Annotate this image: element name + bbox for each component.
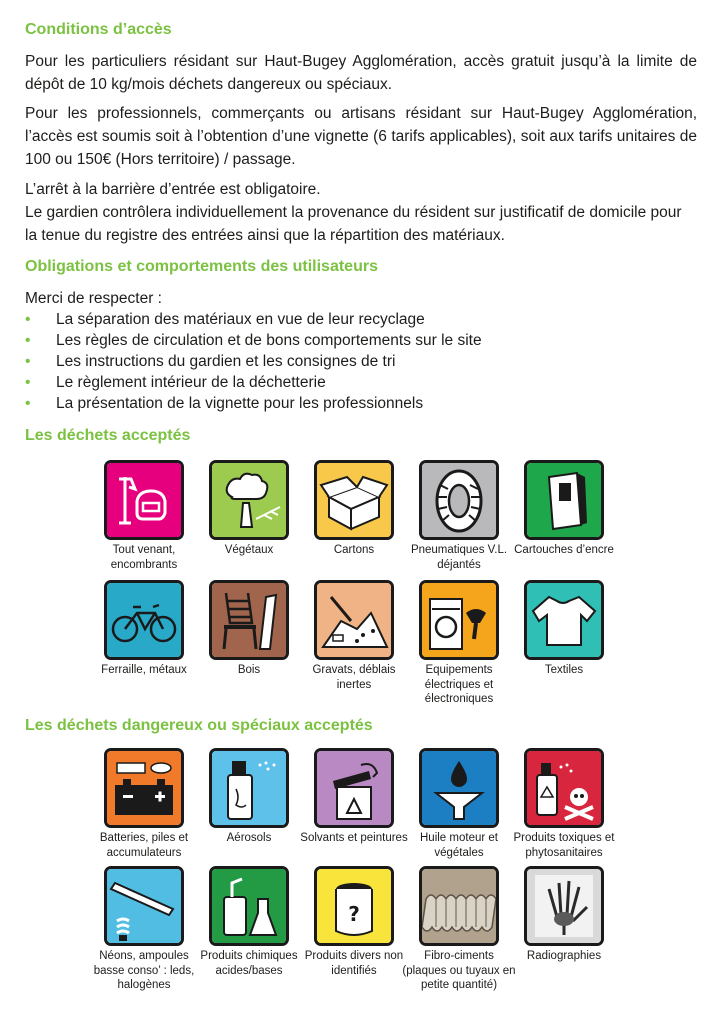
barrier-sentence: L’arrêt à la barrière d’entrée est obligatoire. xyxy=(25,181,321,198)
bullet: • xyxy=(25,332,31,349)
corrugated-sheet-icon xyxy=(419,866,499,946)
waste-item-cartridges xyxy=(514,460,614,556)
list-item xyxy=(25,372,482,393)
neon-tube-icon xyxy=(104,866,184,946)
accepted-title: Les déchets acceptés xyxy=(25,427,191,444)
waste-item-electrical xyxy=(419,580,499,705)
tire-icon xyxy=(419,460,499,540)
waste-label: Bois xyxy=(237,664,261,676)
hazard-item-oils xyxy=(419,748,499,859)
waste-label: Ferraille, métaux xyxy=(101,664,187,676)
toxic-icon xyxy=(524,748,604,828)
waste-item-rubble xyxy=(312,580,396,691)
furniture-icon xyxy=(104,460,184,540)
access-paragraph-individuals: Pour les particuliers résidant sur Haut-Bugey Agglomération, accès gratuit jusqu’à la limite de dépôt de 10 kg/mois déchets dangereux ou spéciaux. xyxy=(25,53,697,93)
unknown-can-icon xyxy=(314,866,394,946)
list-item-text: La présentation de la vignette pour les professionnels xyxy=(56,395,424,412)
chemical-bottle-icon xyxy=(209,866,289,946)
list-item-text: La séparation des matériaux en vue de leur recyclage xyxy=(56,311,425,328)
waste-label: Fibro-ciments (plaques ou tuyaux en petite quantité) xyxy=(402,950,516,991)
waste-label: Equipements électriques et électroniques xyxy=(424,664,494,705)
bullet: • xyxy=(25,395,31,412)
access-paragraph-barrier xyxy=(25,178,697,247)
waste-label: Néons, ampoules basse conso’ : leds, halogènes xyxy=(93,950,195,991)
list-item-text: Le règlement intérieur de la déchetterie xyxy=(56,374,326,391)
waste-label: Solvants et peintures xyxy=(300,832,408,844)
bullet: • xyxy=(25,311,31,328)
waste-label: Radiographies xyxy=(526,950,602,962)
hazard-item-batteries xyxy=(99,748,189,859)
waste-item-cardboard xyxy=(314,460,394,556)
access-paragraph-professionals: Pour les professionnels, commerçants ou artisans résidant sur Haut-Bugey Agglomération, l’accès est soumis soit à l’obtention d’une vignette (6 tarifs applicables), soit aux tarifs unitaires de 100 ou 150€ (Hors territoire) / passage. xyxy=(25,105,697,168)
waste-label: Batteries, piles et accumulateurs xyxy=(99,832,189,859)
xray-icon xyxy=(524,866,604,946)
waste-label: Cartouches d’encre xyxy=(514,544,614,556)
bullet: • xyxy=(25,353,31,370)
obligations-title: Obligations et comportements des utilisateurs xyxy=(25,258,378,275)
bullet: • xyxy=(25,374,31,391)
obligations-intro: Merci de respecter : xyxy=(25,290,162,307)
waste-item-textiles xyxy=(524,580,604,676)
hazard-item-toxic xyxy=(513,748,615,859)
hazard-item-unknown xyxy=(304,866,404,977)
waste-label: Huile moteur et végétales xyxy=(420,832,498,859)
waste-label: Textiles xyxy=(544,664,584,676)
waste-item-green xyxy=(209,460,289,556)
waste-label: Gravats, déblais inertes xyxy=(312,664,396,691)
waste-item-metal xyxy=(101,580,187,676)
hazard-item-neon xyxy=(93,866,195,991)
list-item-text: Les règles de circulation et de bons comportements sur le site xyxy=(56,332,482,349)
oil-funnel-icon xyxy=(419,748,499,828)
svg-text:?: ? xyxy=(348,902,360,926)
hazard-item-xray xyxy=(524,866,604,962)
appliances-icon xyxy=(419,580,499,660)
ink-cartridge-icon xyxy=(524,460,604,540)
waste-item-furniture xyxy=(104,460,184,571)
waste-label: Cartons xyxy=(333,544,375,556)
obligations-list xyxy=(25,309,482,414)
waste-label: Végétaux xyxy=(224,544,274,556)
rubble-icon xyxy=(314,580,394,660)
waste-label: Pneumatiques V.L. déjantés xyxy=(410,544,508,571)
list-item xyxy=(25,309,482,330)
hazardous-title: Les déchets dangereux ou spéciaux acceptés xyxy=(25,717,373,734)
waste-item-tires xyxy=(410,460,508,571)
list-item xyxy=(25,330,482,351)
tree-icon xyxy=(209,460,289,540)
waste-label: Produits divers non identifiés xyxy=(304,950,404,977)
battery-icon xyxy=(104,748,184,828)
paint-can-icon xyxy=(314,748,394,828)
waste-label: Tout venant, encombrants xyxy=(110,544,178,571)
hazard-item-chemicals xyxy=(200,866,298,977)
bicycle-icon xyxy=(104,580,184,660)
access-title: Conditions d’accès xyxy=(25,21,172,38)
guardian-sentence: Le gardien contrôlera individuellement la provenance du résident sur justificatif de domicile pour la tenue du registre des entrées ainsi que la répartition des matériaux. xyxy=(25,204,682,244)
hazard-item-aerosols xyxy=(209,748,289,844)
box-icon xyxy=(314,460,394,540)
shirt-icon xyxy=(524,580,604,660)
waste-label: Produits chimiques acides/bases xyxy=(200,950,298,977)
list-item xyxy=(25,351,482,372)
waste-label: Produits toxiques et phytosanitaires xyxy=(513,832,615,859)
aerosol-icon xyxy=(209,748,289,828)
waste-label: Aérosols xyxy=(226,832,272,844)
hazard-item-solvents xyxy=(300,748,408,844)
list-item-text: Les instructions du gardien et les consignes de tri xyxy=(56,353,396,370)
hazard-item-fiber-cement xyxy=(402,866,516,991)
list-item xyxy=(25,393,482,414)
waste-item-wood xyxy=(209,580,289,676)
chair-icon xyxy=(209,580,289,660)
